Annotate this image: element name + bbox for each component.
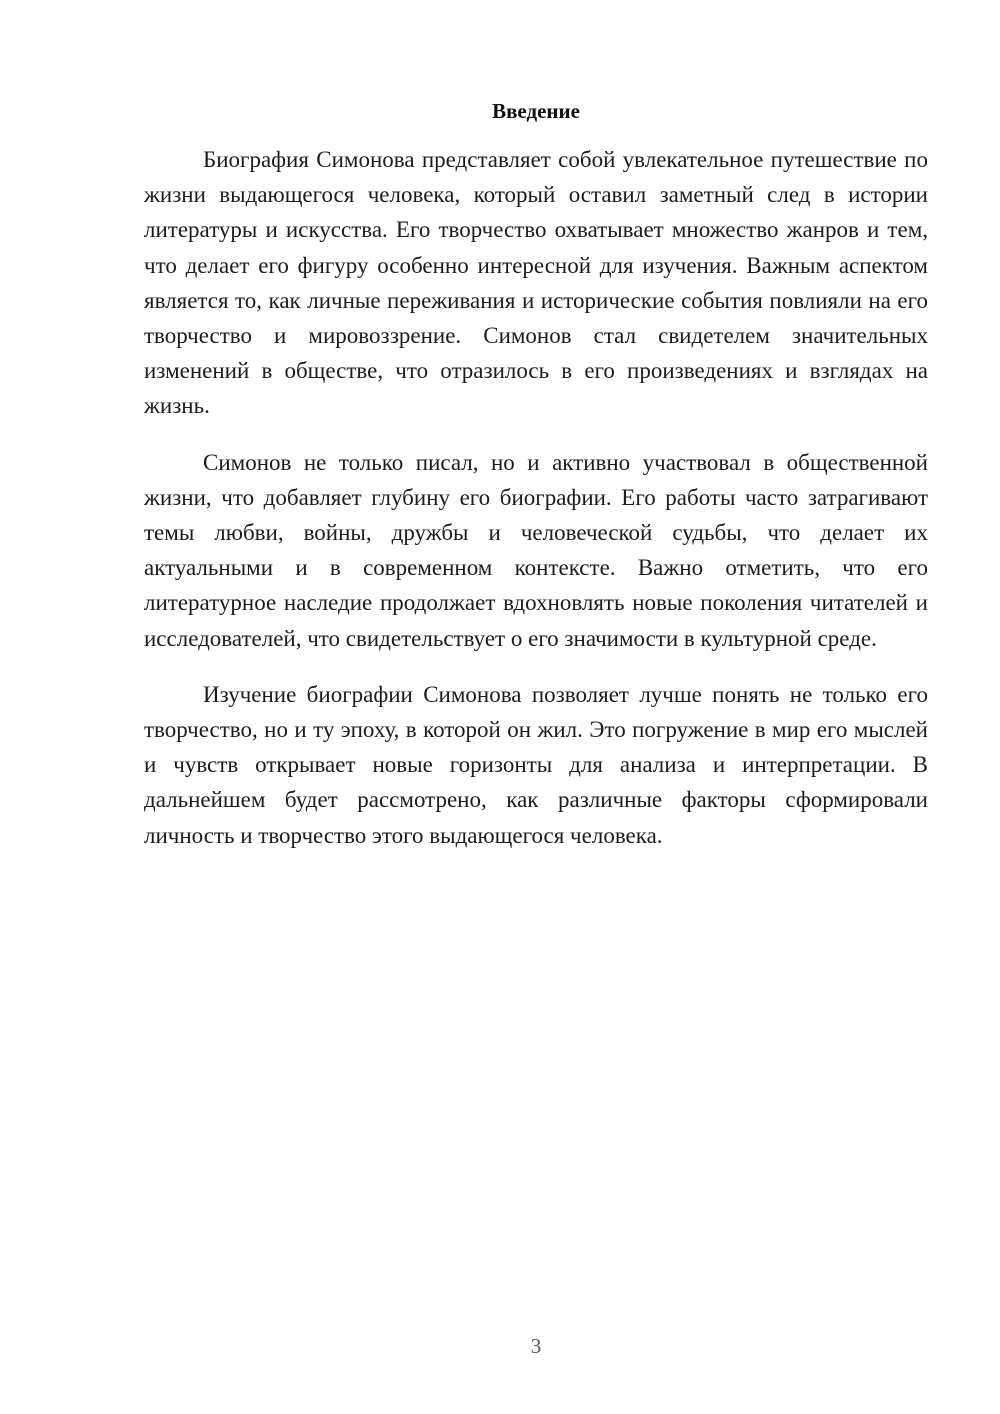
body-paragraph: Симонов не только писал, но и активно участвовал в общественной жизни, что добавляет глубину его биографии. Его работы часто затрагивают темы любви, войны, дружбы и человеческой судьбы, что делает их актуальными и в современном контексте. Важно отметить, что его литературное наследие продолжает вдохновлять новые поколения читателей и исследователей, что свидетельствует о его значимости в культурной среде. (144, 449, 928, 651)
body-paragraph: Биография Симонова представляет собой увлекательное путешествие по жизни выдающегося человека, который оставил заметный след в истории литературы и искусства. Его творчество охватывает множество жанров и тем, что делает его фигуру особенно интересной для изучения. Важным аспектом является то, как личные переживания и исторические события повлияли на его творчество и мировоззрение. Симонов стал свидетелем значительных изменений в обществе, что отразилось в его произведениях и взглядах на жизнь. (144, 147, 928, 419)
page-content (144, 96, 928, 874)
body-paragraph: Изучение биографии Симонова позволяет лучше понять не только его творчество, но и ту эпоху, в которой он жил. Это погружение в мир его мыслей и чувств открывает новые горизонты для анализа и интерпретации. В дальнейшем будет рассмотрено, как различные факторы сформировали личность и творчество этого выдающегося человека. (144, 681, 928, 848)
page-number: 3 (530, 1334, 542, 1358)
section-title: Введение (492, 99, 580, 123)
